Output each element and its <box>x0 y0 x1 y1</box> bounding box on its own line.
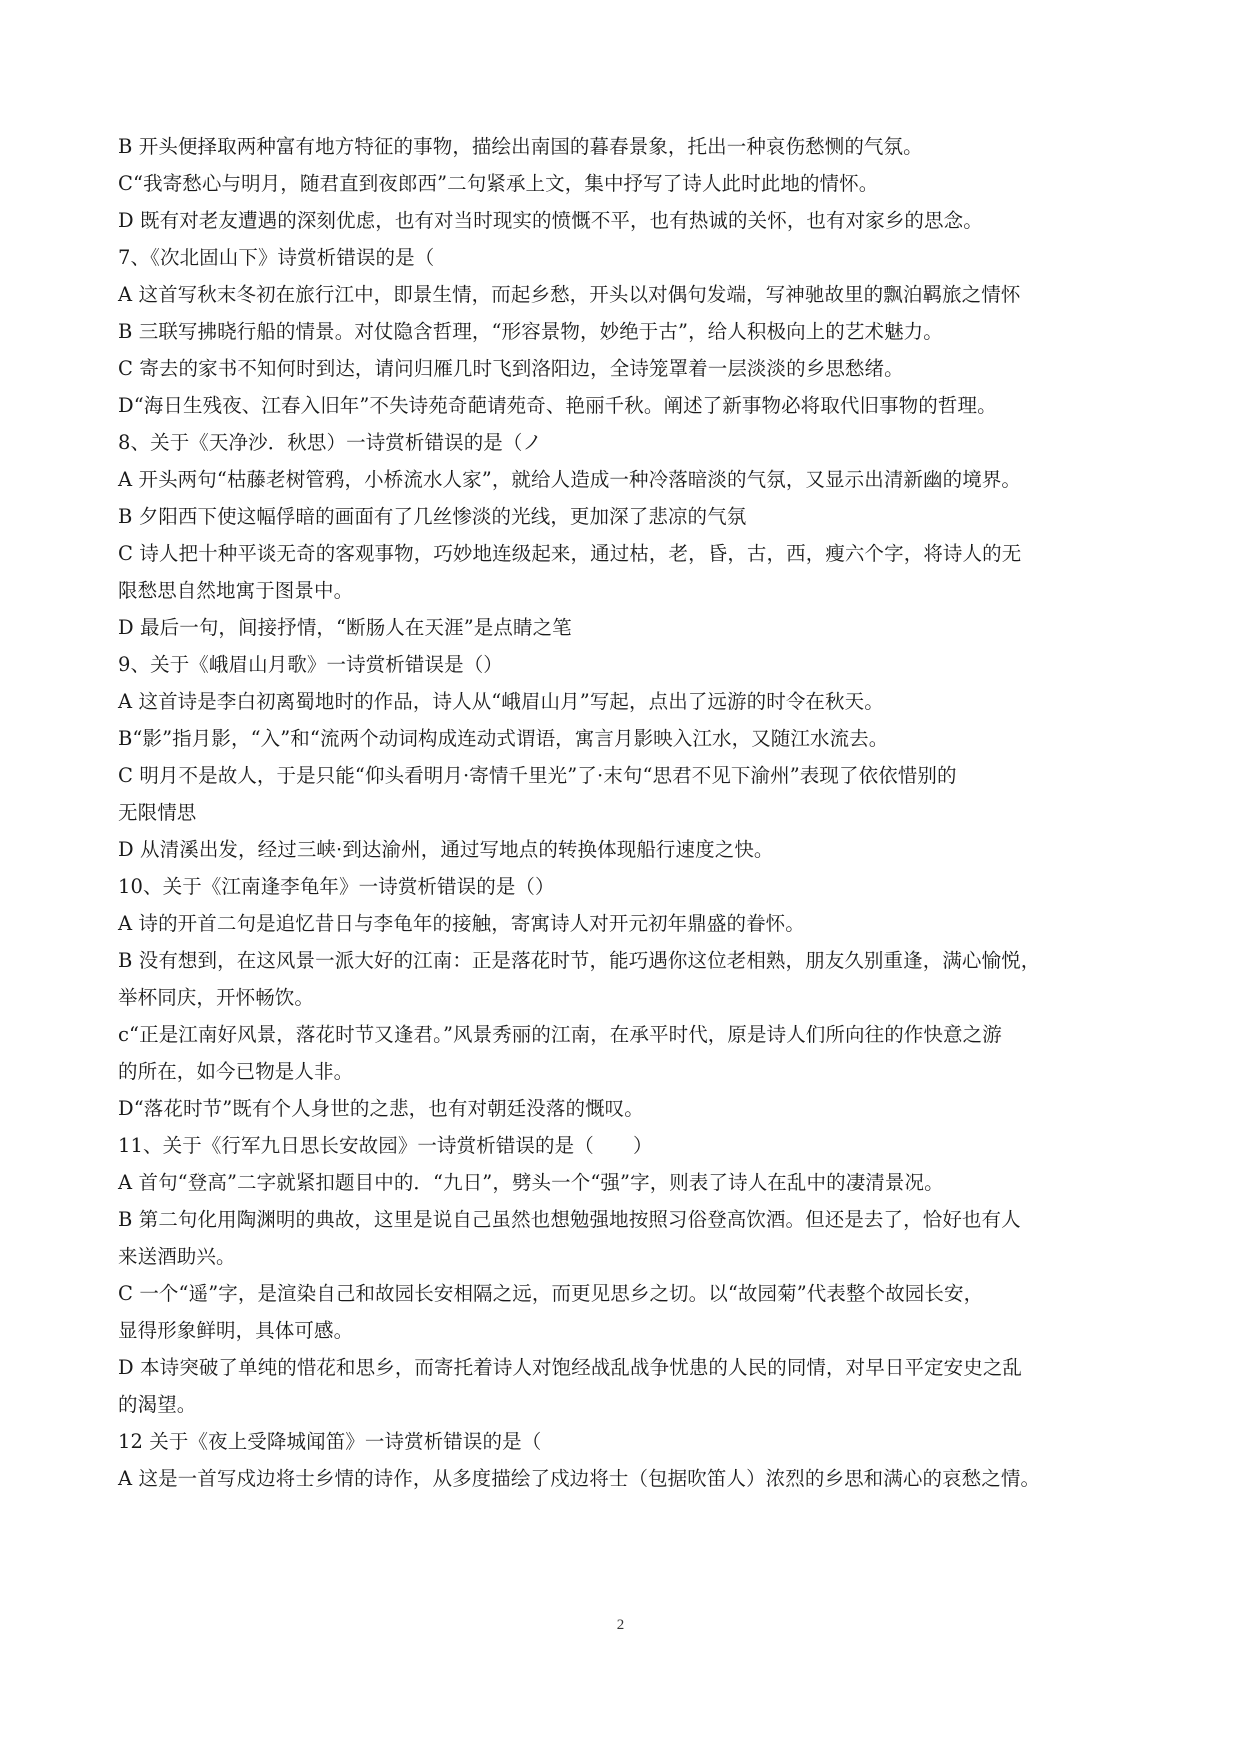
text-line: D 本诗突破了单纯的惜花和思乡，而寄托着诗人对饱经战乱战争忧患的人民的同情，对早日平定安史之乱 <box>118 1356 1023 1379</box>
text-line: 的渴望。 <box>118 1393 197 1416</box>
text-line: B 没有想到，在这风景一派大好的江南：正是落花时节，能巧遇你这位老相熟，朋友久别重逢，满心愉悦， <box>118 949 1041 972</box>
text-line: 8、关于《天净沙．秋思）一诗赏析错误的是（ノ <box>118 431 543 454</box>
text-line: D“落花时节”既有个人身世的之悲，也有对朝廷没落的慨叹。 <box>118 1097 644 1120</box>
text-line: B“影”指月影，“入”和“流两个动词构成连动式谓语，寓言月影映入江水，又随江水流去。 <box>118 727 889 750</box>
text-line: 9、关于《峨眉山月歌》一诗赏析错误是（） <box>118 653 503 676</box>
text-line: 11、关于《行军九日思长安故园》一诗赏析错误的是（ ） <box>118 1134 653 1157</box>
text-line: D“海日生残夜、江春入旧年”不失诗苑奇葩请苑奇、艳丽千秋。阐述了新事物必将取代旧事物的哲理。 <box>118 394 997 417</box>
text-line: B 夕阳西下使这幅俘暗的画面有了几丝惨淡的光线，更加深了悲凉的气氛 <box>118 505 747 528</box>
text-line: D 最后一句，间接抒情，“断肠人在天涯”是点睛之笔 <box>118 616 572 639</box>
page-number: 2 <box>616 1617 625 1633</box>
text-line: B 开头便择取两种富有地方特征的事物，描绘出南国的暮春景象，托出一种哀伤愁恻的气氛。 <box>118 135 923 158</box>
text-line: B 三联写拂晓行船的情景。对仗隐含哲理，“形容景物，妙绝于古”，给人积极向上的艺术魅力。 <box>118 320 943 343</box>
text-line: 7、《次北固山下》诗赏析错误的是（ <box>118 246 435 269</box>
text-line: 12 关于《夜上受降城闻笛》一诗赏析错误的是（ <box>118 1430 542 1453</box>
text-line: A 开头两句“枯藤老树管鸦，小桥流水人家”，就给人造成一种冷落暗淡的气氛，又显示出清新幽的境界。 <box>118 468 1022 491</box>
text-line: D 从清溪出发，经过三峡·到达渝州，通过写地点的转换体现船行速度之快。 <box>118 838 774 861</box>
text-line: 的所在，如今已物是人非。 <box>118 1060 354 1083</box>
text-line: c“正是江南好风景，落花时节又逢君。”风景秀丽的江南，在承平时代，原是诗人们所向往的作快意之游 <box>118 1023 1002 1046</box>
text-line: 举杯同庆，开怀畅饮。 <box>118 986 315 1009</box>
text-line: A 诗的开首二句是追忆昔日与李龟年的接触，寄寓诗人对开元初年鼎盛的眷怀。 <box>118 912 805 935</box>
text-line: C 寄去的家书不知何时到达，请问归雁几时飞到洛阳边，全诗笼罩着一层淡淡的乡思愁绪。 <box>118 357 904 380</box>
text-line: A 这首写秋末冬初在旅行江中，即景生情，而起乡愁，开头以对偶句发端，写神驰故里的飘泊羁旅之情怀 <box>118 283 1021 306</box>
text-line: C 一个“遥”字，是渲染自己和故园长安相隔之远，而更见思乡之切。以“故园菊”代表整个故园长安， <box>118 1282 984 1305</box>
text-line: 无限情思 <box>118 801 197 824</box>
text-line: D 既有对老友遭遇的深刻优虑，也有对当时现实的愤慨不平，也有热诚的关怀，也有对家乡的思念。 <box>118 209 983 232</box>
text-line: A 这是一首写戍边将士乡情的诗作，从多度描绘了戍边将士（包据吹笛人）浓烈的乡思和满心的哀愁之情。 <box>118 1467 1041 1490</box>
text-line: 10、关于《江南逢李龟年》一诗赏析错误的是（） <box>118 875 555 898</box>
text-line: C“我寄愁心与明月，随君直到夜郎西”二句紧承上文，集中抒写了诗人此时此地的情怀。 <box>118 172 879 195</box>
text-line: C 明月不是故人，于是只能“仰头看明月·寄情千里光”了·末句“思君不见下渝州”表现了依依惜别的 <box>118 764 957 787</box>
text-line: 显得形象鲜明，具体可感。 <box>118 1319 354 1342</box>
text-line: B 第二句化用陶渊明的典故，这里是说自己虽然也想勉强地按照习俗登高饮酒。但还是去了，恰好也有人 <box>118 1208 1021 1231</box>
text-line: 来送酒助兴。 <box>118 1245 236 1268</box>
text-line: C 诗人把十种平谈无奇的客观事物，巧妙地连级起来，通过枯，老，昏，古，西，瘦六个字，将诗人的无 <box>118 542 1022 565</box>
text-line: A 这首诗是李白初离蜀地时的作品，诗人从“峨眉山月”写起，点出了远游的时令在秋天。 <box>118 690 884 713</box>
text-line: 限愁思自然地寓于图景中。 <box>118 579 354 602</box>
document-body <box>118 128 1130 1497</box>
text-line: A 首句“登高”二字就紧扣题目中的．“九日”，劈头一个“强”字，则表了诗人在乱中的凄清景况。 <box>118 1171 944 1194</box>
